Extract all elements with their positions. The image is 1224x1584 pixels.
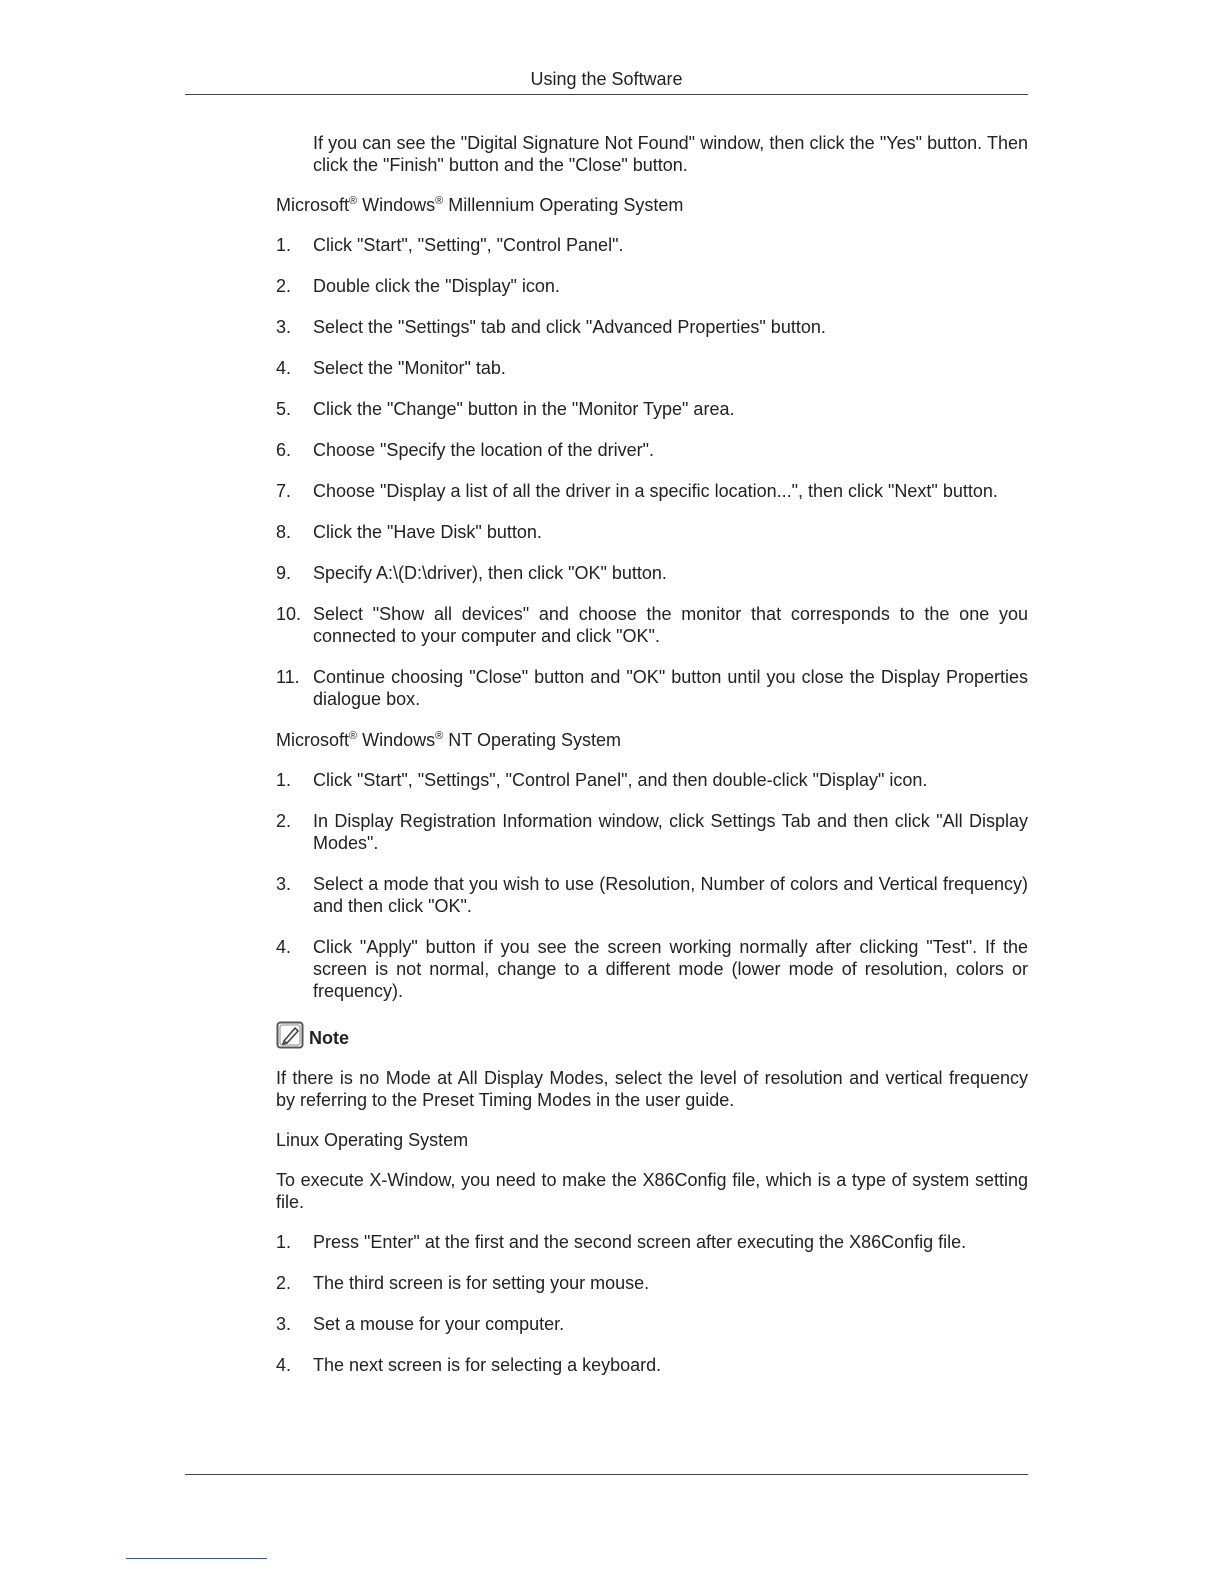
- list-item: [276, 439, 1028, 461]
- page-header-title: Using the Software: [530, 69, 683, 89]
- section-title-windows-nt: [276, 729, 1028, 751]
- step-text: Click "Start", "Settings", "Control Panel", and then double-click "Display" icon.: [313, 770, 928, 790]
- step-text: Double click the "Display" icon.: [313, 276, 560, 296]
- steps-list-windows-me: [276, 234, 1028, 710]
- step-text: Click the "Change" button in the "Monitor Type" area.: [313, 399, 735, 419]
- note-icon: [276, 1021, 304, 1049]
- step-number: 3.: [276, 874, 292, 894]
- step-text: Click the "Have Disk" button.: [313, 522, 542, 542]
- step-text: Select a mode that you wish to use (Resolution, Number of colors and Vertical frequency) and then click "OK".: [313, 874, 1028, 916]
- page-content: [276, 132, 1028, 1395]
- registered-mark: ®: [349, 195, 358, 207]
- list-item: [276, 316, 1028, 338]
- step-number: 2.: [276, 276, 292, 296]
- registered-mark: ®: [435, 195, 444, 207]
- step-text: Select "Show all devices" and choose the monitor that corresponds to the one you connected to your computer and click "OK".: [313, 604, 1028, 646]
- note-text: If there is no Mode at All Display Modes, select the level of resolution and vertical frequency by referring to the Preset Timing Modes in the user guide.: [276, 1068, 1028, 1110]
- note-label: Note: [309, 1028, 349, 1048]
- step-text: Select the "Monitor" tab.: [313, 358, 506, 378]
- registered-mark: ®: [435, 730, 444, 742]
- registered-mark: ®: [349, 730, 358, 742]
- page-header: [185, 64, 1028, 95]
- title-microsoft: Microsoft: [276, 730, 350, 750]
- list-item: [276, 398, 1028, 420]
- list-item: [276, 1231, 1028, 1253]
- list-item: [276, 810, 1028, 854]
- list-item: [276, 480, 1028, 502]
- list-item: [276, 1272, 1028, 1294]
- list-item: [276, 234, 1028, 256]
- linux-intro: To execute X-Window, you need to make the X86Config file, which is a type of system setting file.: [276, 1170, 1028, 1212]
- step-number: 4.: [276, 358, 292, 378]
- step-number: 2.: [276, 811, 292, 831]
- step-number: 3.: [276, 1314, 292, 1334]
- list-item: [276, 1313, 1028, 1335]
- list-item: [276, 666, 1028, 710]
- intro-paragraph: If you can see the "Digital Signature Not Found" window, then click the "Yes" button. Then click the "Finish" button and the "Close" button.: [313, 133, 1028, 175]
- step-number: 6.: [276, 440, 292, 460]
- title-os-name: Millennium Operating System: [448, 195, 684, 215]
- step-text: Select the "Settings" tab and click "Advanced Properties" button.: [313, 317, 826, 337]
- list-item: [276, 603, 1028, 647]
- list-item: [276, 562, 1028, 584]
- steps-list-linux: [276, 1231, 1028, 1376]
- step-number: 1.: [276, 770, 292, 790]
- section-title-linux: Linux Operating System: [276, 1130, 469, 1150]
- step-number: 4.: [276, 937, 292, 957]
- title-os-name: NT Operating System: [448, 730, 622, 750]
- note-heading: [276, 1021, 1028, 1049]
- list-item: [276, 275, 1028, 297]
- step-text: Set a mouse for your computer.: [313, 1314, 565, 1334]
- step-text: In Display Registration Information window, click Settings Tab and then click "All Display Modes".: [313, 811, 1028, 853]
- title-windows: Windows: [362, 195, 436, 215]
- list-item: [276, 873, 1028, 917]
- step-number: 3.: [276, 317, 292, 337]
- step-text: Press "Enter" at the first and the second screen after executing the X86Config file.: [313, 1232, 967, 1252]
- step-number: 11.: [276, 667, 300, 687]
- step-text: Continue choosing "Close" button and "OK" button until you close the Display Properties dialogue box.: [313, 667, 1028, 709]
- title-microsoft: Microsoft: [276, 195, 350, 215]
- step-number: 4.: [276, 1355, 292, 1375]
- step-number: 1.: [276, 1232, 292, 1252]
- list-item: [276, 521, 1028, 543]
- list-item: [276, 1354, 1028, 1376]
- step-text: Choose "Display a list of all the driver in a specific location...", then click "Next" button.: [313, 481, 998, 501]
- step-number: 8.: [276, 522, 292, 542]
- step-number: 10.: [276, 604, 302, 624]
- step-number: 1.: [276, 235, 292, 255]
- step-text: The next screen is for selecting a keyboard.: [313, 1355, 662, 1375]
- title-windows: Windows: [362, 730, 436, 750]
- step-text: Click "Start", "Setting", "Control Panel".: [313, 235, 624, 255]
- step-number: 2.: [276, 1273, 292, 1293]
- step-number: 5.: [276, 399, 292, 419]
- step-number: 9.: [276, 563, 292, 583]
- list-item: [276, 357, 1028, 379]
- step-text: Click "Apply" button if you see the screen working normally after clicking "Test". If the screen is not normal, change to a different mode (lower mode of resolution, colors or frequency).: [313, 937, 1028, 1001]
- list-item: [276, 936, 1028, 1002]
- footer-divider: [185, 1474, 1028, 1475]
- page-link-underline: [126, 1558, 267, 1559]
- step-text: Specify A:\(D:\driver), then click "OK" button.: [313, 563, 667, 583]
- step-text: The third screen is for setting your mouse.: [313, 1273, 650, 1293]
- step-text: Choose "Specify the location of the driver".: [313, 440, 654, 460]
- list-item: [276, 769, 1028, 791]
- section-title-windows-me: [276, 194, 1028, 216]
- steps-list-windows-nt: [276, 769, 1028, 1002]
- step-number: 7.: [276, 481, 292, 501]
